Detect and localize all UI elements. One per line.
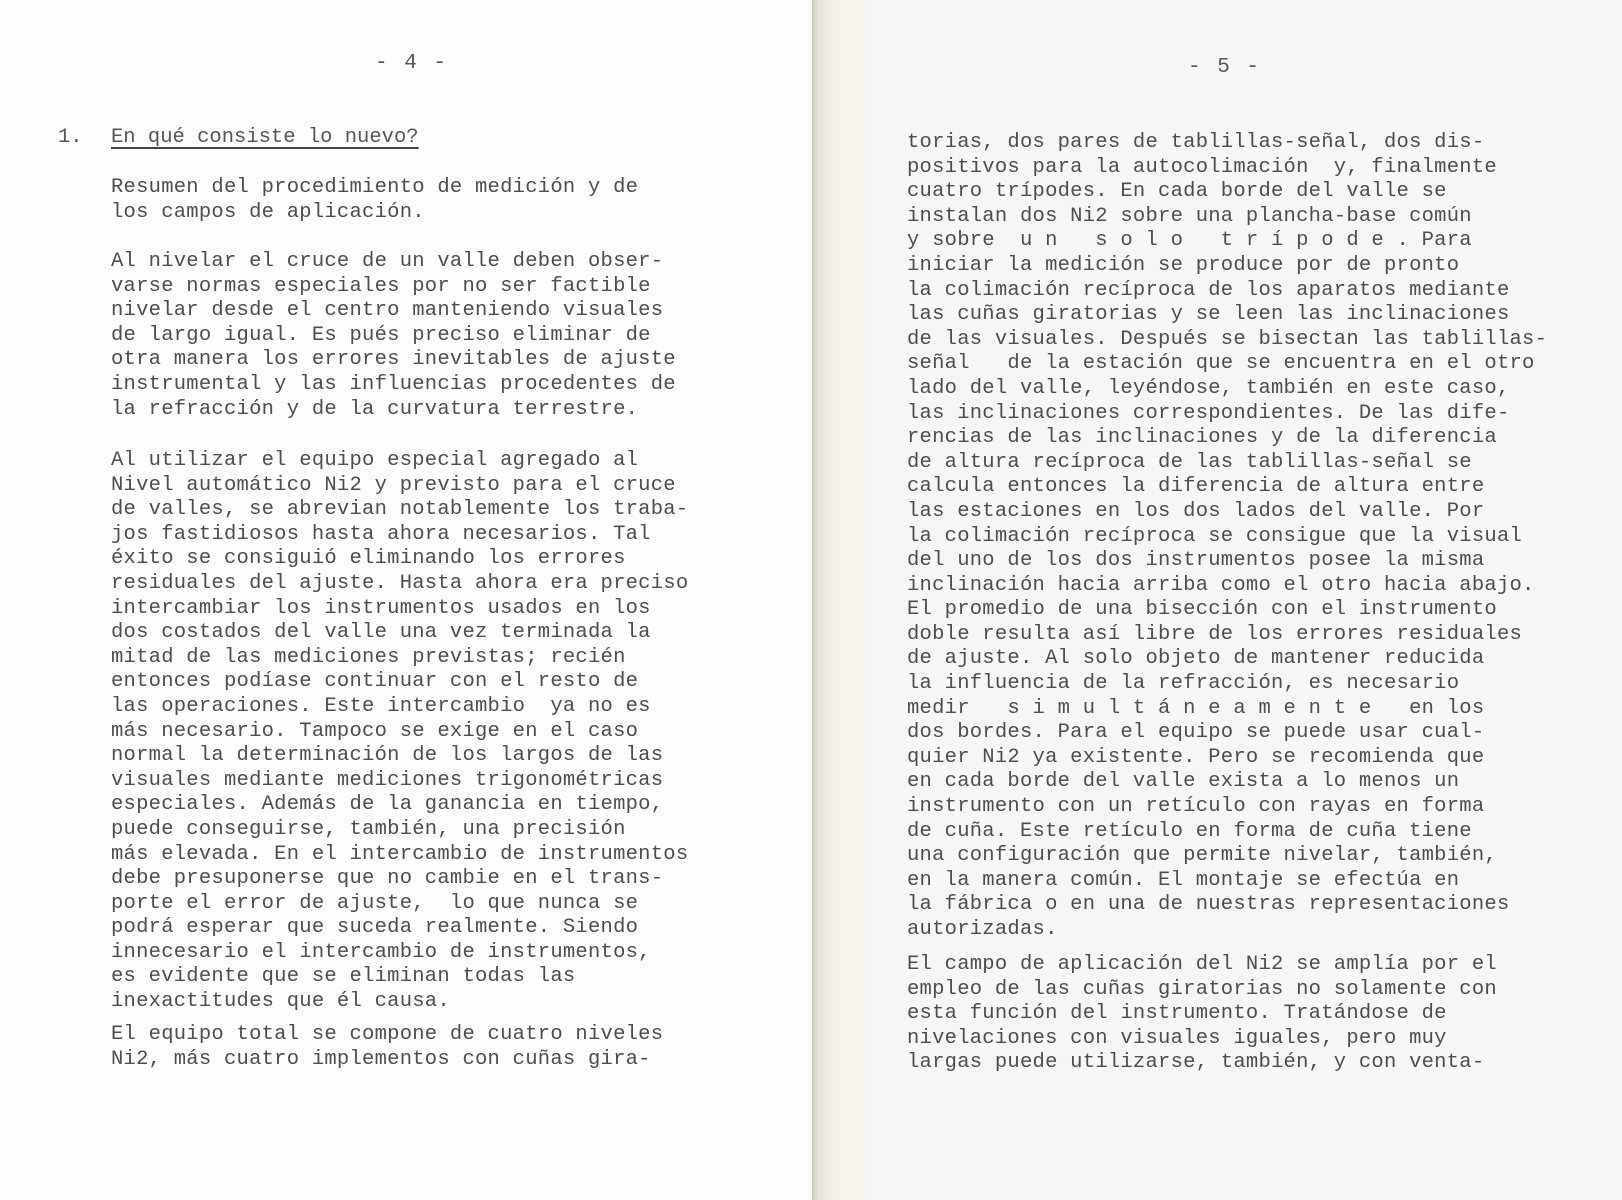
text-line: iniciar la medición se produce por de pronto xyxy=(907,253,1460,277)
text-line: las estaciones en los dos lados del valle. Por xyxy=(907,499,1485,523)
text-line: de valles, se abrevian notablemente los traba- xyxy=(111,498,689,522)
text-line: las operaciones. Este intercambio ya no es xyxy=(111,694,651,718)
text-line: quier Ni2 ya existente. Pero se recomienda que xyxy=(907,745,1485,769)
text-line: cuatro trípodes. En cada borde del valle se xyxy=(907,180,1447,204)
text-line: visuales mediante mediciones trigonométricas xyxy=(111,768,664,792)
text-line: doble resulta así libre de los errores residuales xyxy=(907,622,1523,646)
text-line: rencias de las inclinaciones y de la diferencia xyxy=(907,426,1497,450)
paragraph xyxy=(907,131,1547,943)
text-line: en la manera común. El montaje se efectúa en xyxy=(907,868,1460,892)
text-line: autorizadas. xyxy=(907,918,1058,941)
text-line: es evidente que se eliminan todas las xyxy=(111,965,576,989)
text-line: otra manera los errores inevitables de ajuste xyxy=(111,348,676,372)
text-line: de cuña. Este retículo en forma de cuña tiene xyxy=(907,819,1472,843)
section-title: En qué consiste lo nuevo? xyxy=(111,126,419,149)
text-line: esta función del instrumento. Tratándose de xyxy=(907,1002,1447,1026)
text-line: en cada borde del valle exista a lo menos un xyxy=(907,770,1460,794)
text-line: El promedio de una bisección con el instrumento xyxy=(907,598,1497,622)
text-line: lado del valle, leyéndose, también en este caso, xyxy=(907,376,1510,400)
text-line: la colimación recíproca de los aparatos mediante xyxy=(907,278,1510,302)
text-line: El equipo total se compone de cuatro niveles xyxy=(111,1023,664,1046)
text-line: calcula entonces la diferencia de altura entre xyxy=(907,475,1485,499)
text-line: la influencia de la refracción, es necesario xyxy=(907,672,1460,696)
text-line: éxito se consiguió eliminando los errores xyxy=(111,547,626,571)
text-line: Ni2, más cuatro implementos con cuñas gira- xyxy=(111,1047,651,1071)
page-number: - 5 - xyxy=(1188,56,1262,79)
text-line: residuales del ajuste. Hasta ahora era preciso xyxy=(111,571,689,595)
text-line: instrumento con un retículo con rayas en forma xyxy=(907,795,1485,819)
text-line: El campo de aplicación del Ni2 se amplía por el xyxy=(907,953,1497,976)
section-number: 1. xyxy=(58,126,83,149)
text-line: Resumen del procedimiento de medición y de xyxy=(111,176,639,199)
page-number: - 4 - xyxy=(375,52,449,75)
text-line: jos fastidiosos hasta ahora necesarios. Tal xyxy=(111,522,651,546)
text-line: inexactitudes que él causa. xyxy=(111,990,450,1014)
text-line: positivos para la autocolimación y, finalmente xyxy=(907,155,1497,179)
text-line: y sobre u n s o l o t r í p o d e . Para xyxy=(907,229,1472,253)
text-line: entonces podíase continuar con el resto de xyxy=(111,670,639,694)
paragraph xyxy=(111,176,638,225)
text-line: de largo igual. Es pués preciso eliminar de xyxy=(111,323,651,347)
text-line: normal la determinación de los largos de las xyxy=(111,744,664,768)
text-line: las cuñas giratorias y se leen las inclinaciones xyxy=(907,303,1510,327)
text-line: nivelar desde el centro manteniendo visuales xyxy=(111,299,664,323)
text-line: de ajuste. Al solo objeto de mantener reducida xyxy=(907,647,1485,671)
text-line: la refracción y de la curvatura terrestre. xyxy=(111,397,639,421)
text-line: largas puede utilizarse, también, y con venta- xyxy=(907,1051,1485,1075)
text-line: Nivel automático Ni2 y previsto para el cruce xyxy=(111,473,676,497)
text-line: varse normas especiales por no ser factible xyxy=(111,274,651,298)
text-line: Al nivelar el cruce de un valle deben obser- xyxy=(111,250,664,273)
text-line: la fábrica o en una de nuestras representaciones xyxy=(907,893,1510,917)
text-line: señal de la estación que se encuentra en el otro xyxy=(907,352,1535,376)
text-line: una configuración que permite nivelar, también, xyxy=(907,844,1497,868)
paragraph xyxy=(111,250,676,422)
text-line: más necesario. Tampoco se exige en el caso xyxy=(111,719,639,743)
text-line: intercambiar los instrumentos usados en los xyxy=(111,596,651,620)
text-line: del uno de los dos instrumentos posee la misma xyxy=(907,549,1485,573)
text-line: medir s i m u l t á n e a m e n t e en los xyxy=(907,696,1485,720)
paragraph xyxy=(111,1023,663,1072)
paragraph xyxy=(907,953,1497,1076)
text-line: mitad de las mediciones previstas; recién xyxy=(111,645,626,669)
text-line: porte el error de ajuste, lo que nunca se xyxy=(111,891,639,915)
text-line: inclinación hacia arriba como el otro hacia abajo. xyxy=(907,573,1535,597)
right-page xyxy=(812,0,1622,1200)
text-line: instrumental y las influencias procedentes de xyxy=(111,372,676,396)
section-heading xyxy=(58,126,419,149)
text-line: los campos de aplicación. xyxy=(111,200,425,224)
text-line: las inclinaciones correspondientes. De las dife- xyxy=(907,401,1510,425)
text-line: de altura recíproca de las tablillas-señal se xyxy=(907,450,1472,474)
text-line: dos costados del valle una vez terminada la xyxy=(111,621,651,645)
text-line: innecesario el intercambio de instrumentos, xyxy=(111,940,651,964)
text-line: debe presuponerse que no cambie en el trans- xyxy=(111,867,664,891)
text-line: puede conseguirse, también, una precisión xyxy=(111,817,626,841)
text-line: especiales. Además de la ganancia en tiempo, xyxy=(111,793,664,817)
text-line: instalan dos Ni2 sobre una plancha-base común xyxy=(907,204,1472,228)
text-line: de las visuales. Después se bisectan las tablillas- xyxy=(907,327,1548,351)
text-line: la colimación recíproca se consigue que la visual xyxy=(907,524,1523,548)
text-line: más elevada. En el intercambio de instrumentos xyxy=(111,842,689,866)
paragraph xyxy=(111,449,688,1015)
text-line: nivelaciones con visuales iguales, pero muy xyxy=(907,1026,1447,1050)
text-line: Al utilizar el equipo especial agregado al xyxy=(111,449,639,472)
text-line: torias, dos pares de tablillas-señal, dos dis- xyxy=(907,131,1485,154)
text-line: dos bordes. Para el equipo se puede usar cual- xyxy=(907,721,1485,745)
text-line: empleo de las cuñas giratorias no solamente con xyxy=(907,977,1497,1001)
text-line: podrá esperar que suceda realmente. Siendo xyxy=(111,916,639,940)
